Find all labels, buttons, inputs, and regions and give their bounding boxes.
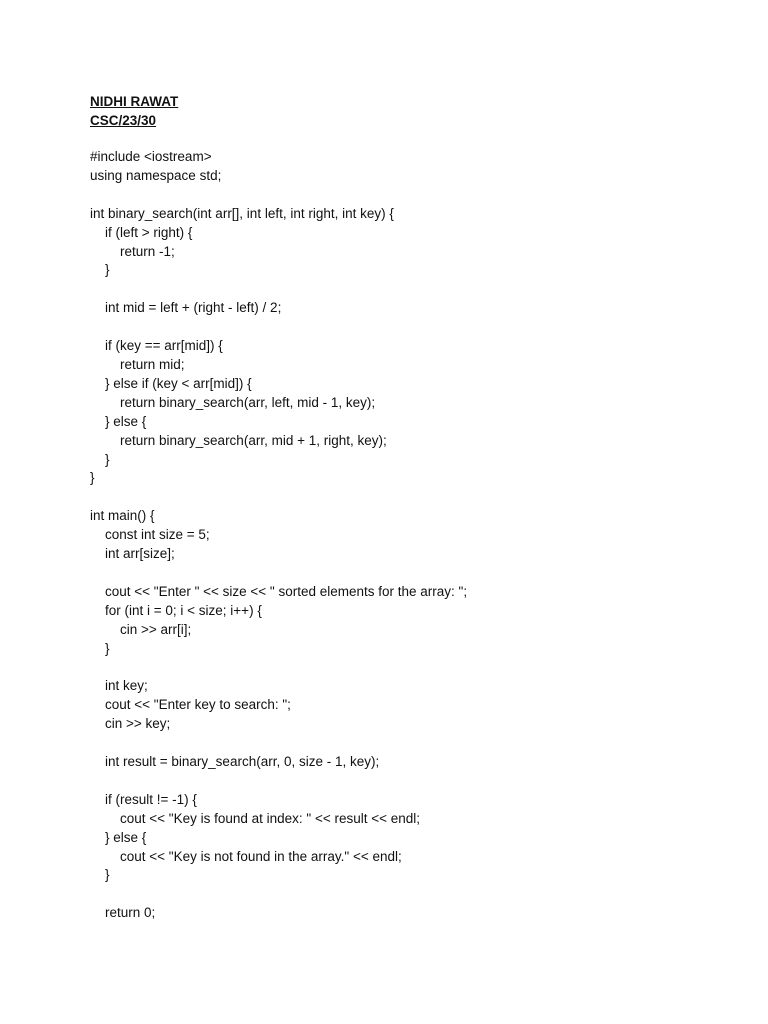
code-line: } (90, 640, 110, 656)
code-line (90, 186, 750, 205)
code-line (90, 734, 750, 753)
code-line: int result = binary_search(arr, 0, size - 1, key); (90, 754, 380, 769)
code-line: return -1; (90, 243, 175, 259)
code-line: } (90, 451, 110, 467)
code-line: cout << "Enter " << size << " sorted elements for the array: "; (90, 583, 468, 599)
code-line: int mid = left + (right - left) / 2; (90, 300, 282, 316)
code-line (90, 318, 750, 337)
code-line (90, 488, 750, 507)
code-line (90, 772, 750, 791)
code-line (90, 658, 750, 677)
code-line: int arr[size]; (90, 546, 175, 562)
code-line: cin >> key; (90, 716, 171, 732)
code-line: if (result != -1) { (90, 791, 197, 807)
code-line: int binary_search(int arr[], int left, int right, int key) { (90, 205, 394, 221)
code-line: cout << "Key is not found in the array." << endl; (90, 848, 402, 864)
code-line: } (90, 867, 110, 883)
code-line: cout << "Key is found at index: " << result << endl; (90, 810, 421, 826)
code-line: #include <iostream> (90, 149, 212, 164)
student-id: CSC/23/30 (90, 113, 157, 128)
document-header (90, 92, 178, 130)
code-line (90, 885, 750, 904)
code-line: using namespace std; (90, 167, 222, 183)
code-line: if (key == arr[mid]) { (90, 338, 223, 354)
author-name: NIDHI RAWAT (90, 94, 179, 109)
code-block (90, 148, 750, 923)
code-line: return mid; (90, 356, 185, 372)
code-line: cout << "Enter key to search: "; (90, 697, 291, 713)
code-line (90, 280, 750, 299)
code-line: } else { (90, 413, 147, 429)
code-line: for (int i = 0; i < size; i++) { (90, 602, 262, 618)
code-line: if (left > right) { (90, 224, 193, 240)
code-line: } (90, 470, 95, 486)
code-line: } else { (90, 829, 147, 845)
code-line: const int size = 5; (90, 527, 210, 543)
code-line: return 0; (90, 905, 156, 921)
code-line: } else if (key < arr[mid]) { (90, 375, 252, 391)
code-line: int key; (90, 678, 148, 694)
code-line: return binary_search(arr, mid + 1, right, key); (90, 432, 387, 448)
code-line: } (90, 262, 110, 278)
code-line: cin >> arr[i]; (90, 621, 192, 637)
code-line: return binary_search(arr, left, mid - 1, key); (90, 394, 376, 410)
code-line: int main() { (90, 508, 155, 524)
code-line (90, 564, 750, 583)
